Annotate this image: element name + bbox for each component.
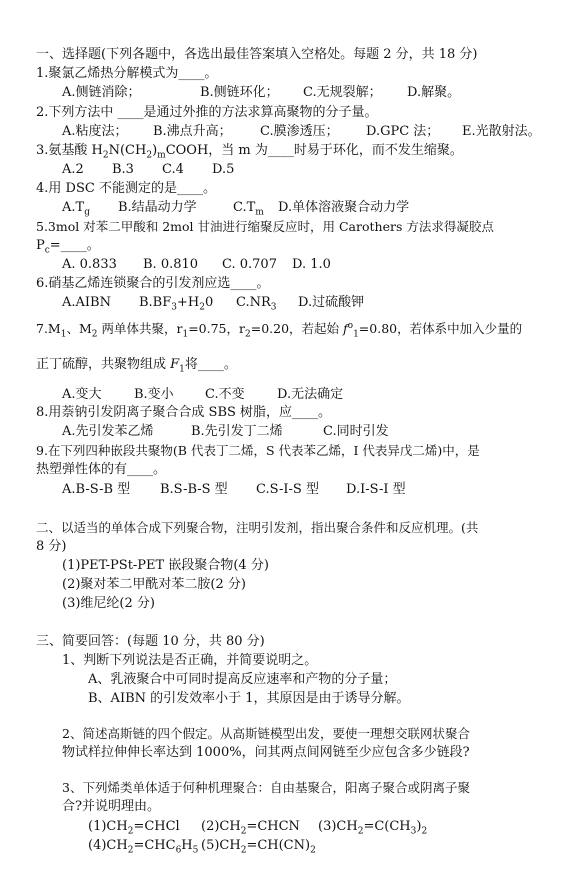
q7-option-a: A.变大 <box>62 387 102 402</box>
section2-heading-line2: 8 分) <box>36 539 67 554</box>
q5-option-b: B. 0.810 <box>143 257 199 272</box>
q5-stem-line2: $P_c=\_\_\_\_$。 <box>36 238 100 256</box>
section2-item-1: (1)PET-PSt-PET 嵌段聚合物(4 分) <box>62 558 269 573</box>
s3-q3-monomer-5: $(5)CH_2=CH(CN)_2$ <box>201 838 316 856</box>
q9-option-b: B.S-B-S 型 <box>160 482 228 497</box>
q4-option-a: $A.T_g$ <box>62 200 90 218</box>
s3-q3-line2: 合?并说明理由。 <box>62 799 160 814</box>
q4-option-d: D.单体溶液聚合动力学 <box>278 200 410 215</box>
q7-stem-line2: 正丁硫醇，共聚物组成 $F_1$将____。 <box>36 357 237 375</box>
q6-option-c: $C.NR_3$ <box>236 295 277 313</box>
section2-heading-line1: 二、以适当的单体合成下列聚合物，注明引发剂，指出聚合条件和反应机理。(共 <box>36 520 479 535</box>
s3-q3-monomer-4: $(4)CH_2=CHC_6H_5$ <box>88 838 199 856</box>
q6-option-d: D.过硫酸钾 <box>298 295 365 310</box>
q2-option-a: A.粘度法； <box>62 124 128 139</box>
q1-stem: 1.聚氯乙烯热分解模式为____。 <box>36 66 218 81</box>
q2-option-c: C.膜渗透压； <box>260 124 339 139</box>
q6-option-a: A.AIBN <box>62 295 111 310</box>
s3-q1-b: B、AIBN 的引发效率小于 1，其原因是由于诱导分解。 <box>88 691 410 706</box>
section2-item-2: (2)聚对苯二甲酰对苯二胺(2 分) <box>62 577 246 592</box>
q2-option-d: D.GPC 法； <box>366 124 440 139</box>
q7-option-c: C.不变 <box>205 387 245 402</box>
q1-option-b: B.侧链环化； <box>200 85 279 100</box>
q6-stem: 6.硝基乙烯连锁聚合的引发剂应选____。 <box>36 276 270 291</box>
section3-heading: 三、简要回答：(每题 10 分，共 80 分) <box>36 634 265 649</box>
q3-option-d: D.5 <box>212 162 235 177</box>
q4-stem: 4.用 DSC 不能测定的是____。 <box>36 181 216 196</box>
q1-option-a: A.侧链消除； <box>62 85 141 100</box>
q5-stem-line1: 5.3mol 对苯二甲酸和 2mol 甘油进行缩聚反应时，用 Carothers 方法求得凝胶点 <box>36 219 494 234</box>
s3-q3-line1: 3、下列烯类单体适于何种机理聚合：自由基聚合，阳离子聚合或阴离子聚 <box>62 780 470 795</box>
q9-option-a: A.B-S-B 型 <box>62 482 131 497</box>
q8-option-a: A.先引发苯乙烯 <box>62 424 154 439</box>
s3-q1-stem: 1、判断下列说法是否正确，并简要说明之。 <box>62 653 318 668</box>
s3-q2-line1: 2、简述高斯链的四个假定。从高斯链模型出发，要使一理想交联网状聚合 <box>62 726 470 741</box>
s3-q3-monomer-1: $(1)CH_2=CHCl$ <box>88 819 180 837</box>
q4-option-c: $C.T_m$ <box>233 200 264 218</box>
q5-option-a: A. 0.833 <box>62 257 117 272</box>
q7-option-b: B.变小 <box>134 387 174 402</box>
q8-option-c: C.同时引发 <box>323 424 389 439</box>
q3-stem: 3.氨基酸 $H_2N(CH_2)_mCOOH$，当 m 为____时易于环化，而不发生缩聚。 <box>36 143 463 161</box>
q7-option-d: D.无法确定 <box>277 387 344 402</box>
q5-option-d: D. 1.0 <box>292 257 331 272</box>
q3-option-a: A.2 <box>62 162 84 177</box>
q9-stem-line1: 9.在下列四种嵌段共聚物(B 代表丁二烯，S 代表苯乙烯，I 代表异戊二烯)中，是 <box>36 443 480 458</box>
q6-option-b: $B.BF_3+H_20$ <box>139 295 214 313</box>
q1-option-d: D.解聚。 <box>407 85 461 100</box>
q7-stem-line1: $7.M_1$、$M_2$ 两单体共聚，$r_1=0.75$，$r_2=0.20$，若起始 $f^o_1=0.80$，若体系中加入少量的 <box>36 320 523 340</box>
q1-option-c: C.无规裂解； <box>303 85 382 100</box>
s3-q3-monomer-2: $(2)CH_2=CHCN$ <box>201 819 300 837</box>
q9-option-d: D.I-S-I 型 <box>346 482 406 497</box>
s3-q3-monomer-3: $(3)CH_2=C(CH_3)_2$ <box>318 819 428 837</box>
q8-option-b: B.先引发丁二烯 <box>191 424 283 439</box>
q3-option-b: B.3 <box>112 162 134 177</box>
section2-item-3: (3)维尼纶(2 分) <box>62 596 155 611</box>
s3-q2-line2: 物试样拉伸伸长率达到 1000%，问其两点间网链至少应包含多少链段? <box>62 745 470 760</box>
q9-stem-line2: 热塑弹性体的有____。 <box>36 462 167 477</box>
s3-q1-a: A、乳液聚合中可同时提高反应速率和产物的分子量； <box>88 672 397 687</box>
q8-stem: 8.用萘钠引发阴离子聚合合成 SBS 树脂，应____。 <box>36 405 332 420</box>
q9-option-c: C.S-I-S 型 <box>256 482 319 497</box>
q2-stem: 2.下列方法中 ____是通过外推的方法求算高聚物的分子量。 <box>36 105 378 120</box>
q5-option-c: C. 0.707 <box>222 257 277 272</box>
q4-option-b: B.结晶动力学 <box>118 200 197 215</box>
q2-option-e: E.光散射法。 <box>462 124 541 139</box>
q2-option-b: B.沸点升高； <box>153 124 232 139</box>
section1-heading: 一、选择题(下列各题中，各选出最佳答案填入空格处。每题 2 分，共 18 分) <box>36 47 478 62</box>
q3-option-c: C.4 <box>162 162 184 177</box>
